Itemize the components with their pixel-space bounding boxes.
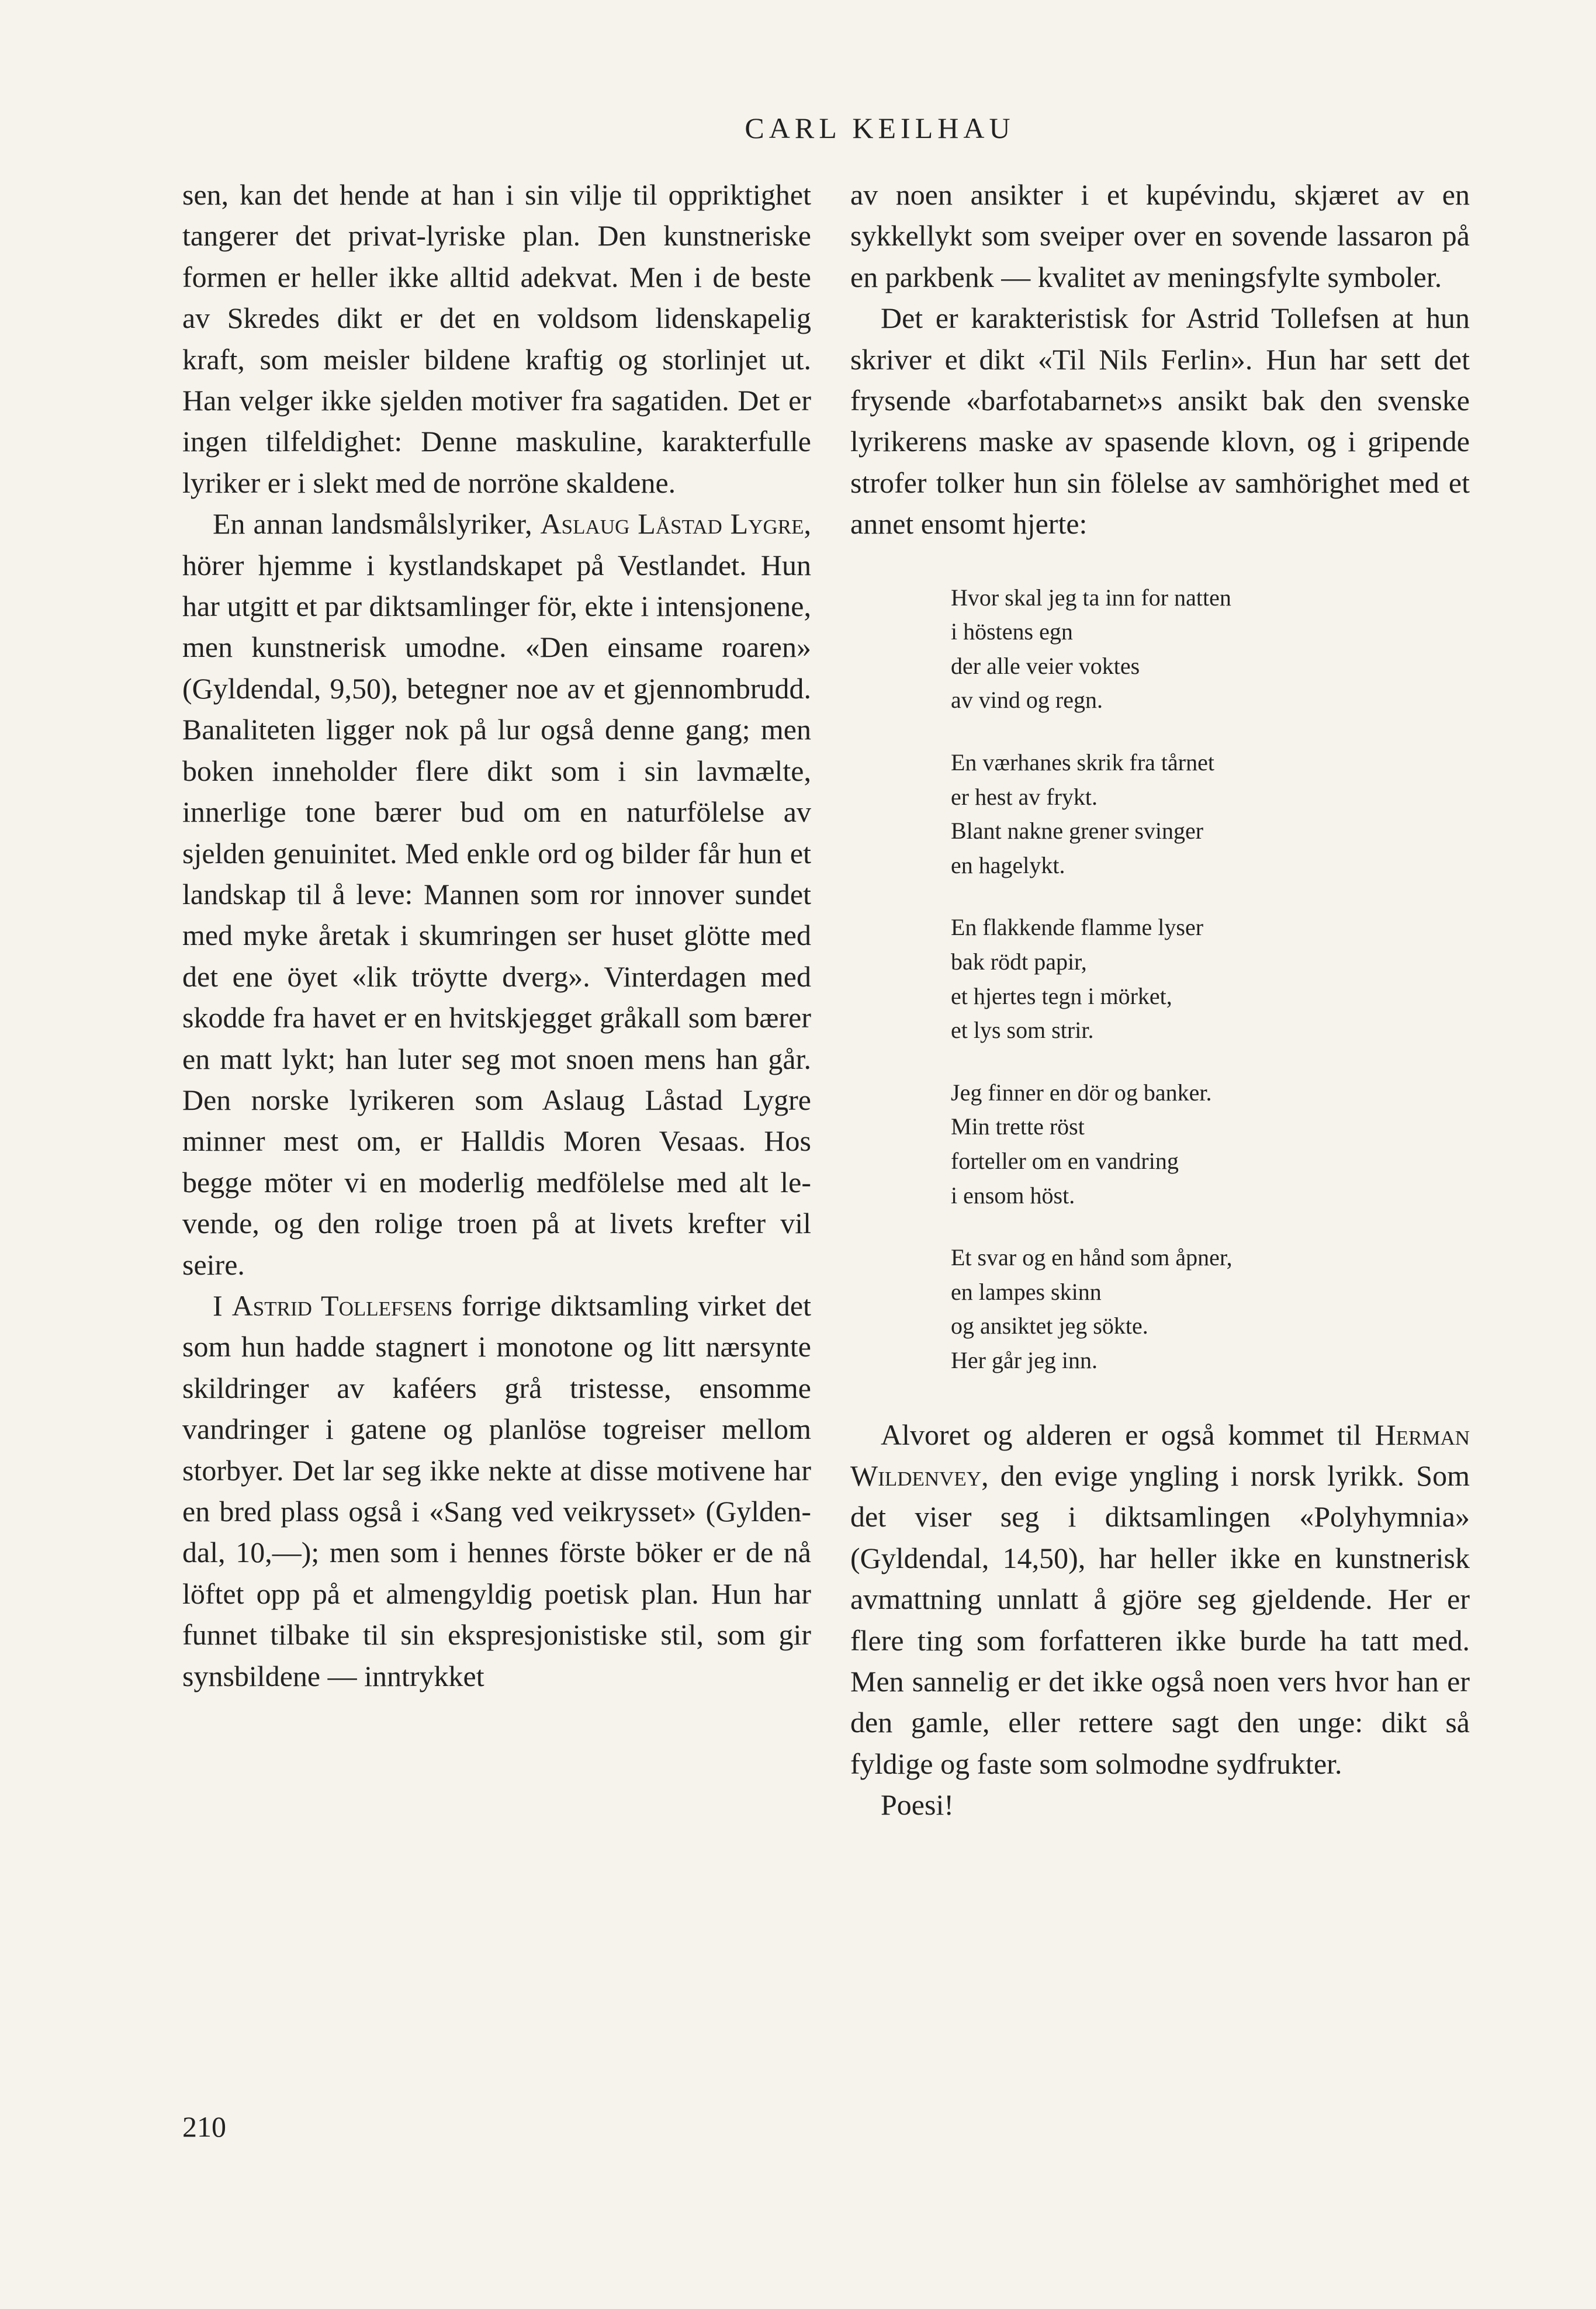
- poem: [951, 581, 1470, 1378]
- poem-line: Hvor skal jeg ta inn for natten: [951, 584, 1231, 611]
- paragraph: sen, kan det hende at han i sin vilje til oppriktighet tangerer det privat-lyriske plan. Den kunstneriske formen er heller ikke alltid adekvat. Men i de beste av Skredes dikt er det en voldsom lidenskapelig kraft, som meisler bildene kraftig og storlinjet ut. Han velger ikke sjelden motiver fra sagatiden. Det er ingen tilfeldighet: Denne maskuline, karakterfulle lyriker er i slekt med de norröne skaldene.: [182, 178, 811, 499]
- poem-stanza: [951, 581, 1470, 718]
- poem-line: Et svar og en hånd som åpner,: [951, 1244, 1233, 1271]
- poem-line: er hest av frykt.: [951, 783, 1098, 810]
- poem-line: Her går jeg inn.: [951, 1346, 1098, 1373]
- running-header: CARL KEILHAU: [745, 112, 1015, 144]
- poem-stanza: [951, 1241, 1470, 1377]
- poem-line: i ensom höst.: [951, 1182, 1075, 1209]
- poem-line: forteller om en vandring: [951, 1147, 1179, 1174]
- poem-stanza: [951, 911, 1470, 1047]
- poem-line: i höstens egn: [951, 618, 1073, 645]
- poem-stanza: [951, 1076, 1470, 1213]
- paragraph: av noen ansikter i et kupévindu, skjæret av en sykkellykt som sveiper over en sovende lassaron på en parkbenk — kvalitet av meningsfylte symboler.: [850, 178, 1470, 293]
- poem-line: Jeg finner en dör og banker.: [951, 1079, 1212, 1106]
- author-name: Herman Wildenvey: [850, 1418, 1470, 1492]
- poem-line: en hagelykt.: [951, 851, 1065, 878]
- poem-line: av vind og regn.: [951, 687, 1103, 714]
- poem-line: Min trette röst: [951, 1113, 1085, 1140]
- paragraph: I Astrid Tollefsens forrige diktsamling virket det som hun hadde stagnert i monotone og litt nærsynte skildringer av kaféers grå tristesse, ensomme vandringer i gatene og planlöse togreiser mellom storbyer. Det lar seg ikke nekte at disse motivene har en bred plass også i «Sang ved veikrysset» (Gyldendal, 10,—); men som i hennes förste böker er de nå löftet opp på et almengyldig poetisk plan. Hun har funnet tilbake til sin ekspresjonistiske stil, som gir synsbildene — inntrykket: [182, 1289, 812, 1692]
- poem-line: et lys som strir.: [951, 1017, 1094, 1044]
- poem-line: og ansiktet jeg sökte.: [951, 1313, 1148, 1339]
- right-column: [850, 174, 1470, 1826]
- page-number: 210: [182, 2110, 226, 2143]
- paragraph: Alvoret og alderen er også kommet til Herman Wildenvey, den evige yngling i norsk lyrikk. Som det viser seg i diktsamlingen «Polyhymnia» (Gyldendal, 14,50), har heller ikke en kunstnerisk avmattning unnlatt å gjöre seg gjeldende. Her er flere ting som forfatteren ikke burde ha tatt med. Men sannelig er det ikke også noen vers hvor han er den gamle, eller rettere sagt den unge: dikt så fyldige og faste som solmodne sydfrukter.: [850, 1418, 1470, 1780]
- poem-line: en lampes skinn: [951, 1278, 1102, 1305]
- paragraph: En annan landsmålslyriker, Aslaug Låstad Lygre, hörer hjemme i kystlandskapet på Vestlandet. Hun har utgitt et par diktsamlinger för, ekte i intensjonene, men kunstnerisk umodne. «Den einsame roaren» (Gyldendal, 9,50), betegner noe av et gjennombrudd. Banaliteten ligger nok på lur også denne gang; men boken inneholder flere dikt som i sin lavmælte, innerlige tone bærer bud om en naturfölelse av sjelden genuinitet. Med enkle ord og bilder får hun et landskap til å leve: Mannen som ror innover sundet med myke åretak i skumringen ser huset glötte med det ene öyet «lik tröytte dverg». Vinterdagen med skodde fra havet er en hvitskjegget gråkall som bærer en matt lykt; han luter seg mot snoen mens han går. Den norske lyrikeren som Aslaug Låstad Lygre minner mest om, er Halldis Moren Vesaas. Hos begge möter vi en moderlig medfölelse med alt levende, og den rolige troen på at livets krefter vil seire.: [182, 507, 811, 1281]
- paragraph: Det er karakteristisk for Astrid Tollefsen at hun skriver et dikt «Til Nils Ferlin». Hun har sett det frysende «barfotabarnet»s ansikt bak den svenske lyrikerens maske av spasende klovn, og i gripende strofer tolker hun sin fölelse av samhörighet med et annet ensomt hjerte:: [850, 302, 1470, 541]
- poem-line: bak rödt papir,: [951, 948, 1087, 975]
- author-name: Aslaug Låstad Lygre: [540, 507, 804, 541]
- poem-line: et hjertes tegn i mörket,: [951, 982, 1172, 1009]
- left-column: [182, 174, 811, 1697]
- poem-stanza: [951, 746, 1470, 882]
- poem-line: En værhanes skrik fra tårnet: [951, 749, 1214, 776]
- poem-line: En flakkende flamme lyser: [951, 914, 1204, 941]
- paragraph: Poesi!: [881, 1788, 954, 1822]
- author-name: Astrid Tollefsen: [231, 1289, 441, 1322]
- poem-line: der alle veier voktes: [951, 652, 1140, 679]
- poem-line: Blant nakne grener svinger: [951, 818, 1204, 844]
